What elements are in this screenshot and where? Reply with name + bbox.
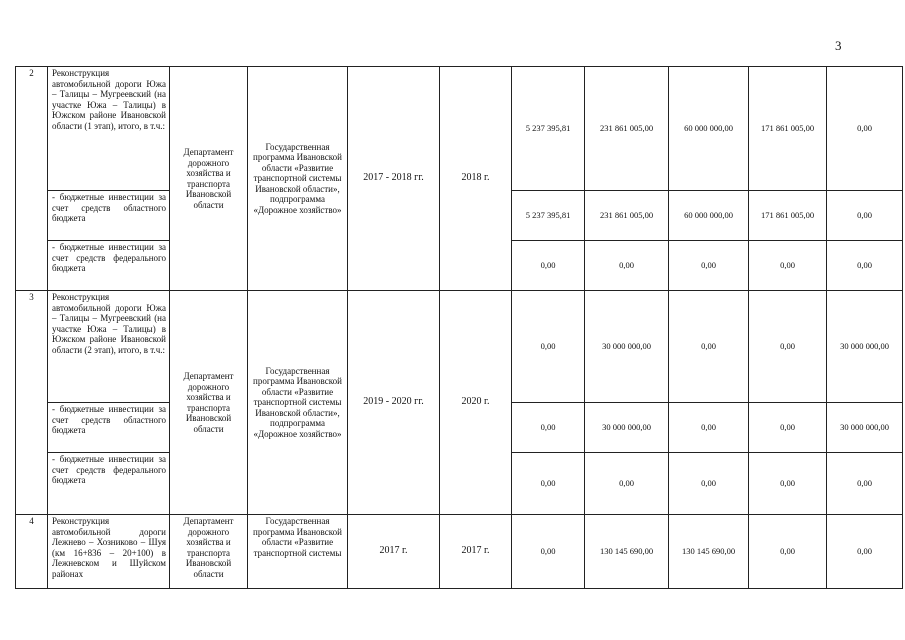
value-cell: 0,00 [512, 515, 585, 589]
value-cell: 60 000 000,00 [669, 191, 749, 241]
value-cell: 0,00 [669, 453, 749, 515]
period: 2017 г. [348, 515, 440, 589]
row-number: 2 [16, 67, 48, 291]
value-cell: 130 145 690,00 [585, 515, 669, 589]
value-cell: 0,00 [669, 291, 749, 403]
sub-item: - бюджетные инвестиции за счет средств федерального бюджета [48, 241, 170, 291]
value-cell: 0,00 [827, 515, 903, 589]
year: 2017 г. [440, 515, 512, 589]
value-cell: 0,00 [512, 453, 585, 515]
object-title: Реконструкция автомобильной дороги Южа – Талицы – Мугреевский (на участке Южа – Талицы) в Южском районе Ивановской области (2 этап), итого, в т.ч.: [48, 291, 170, 403]
program: Государственная программа Ивановской области «Развитие транспортной системы [248, 515, 348, 589]
value-cell: 30 000 000,00 [827, 403, 903, 453]
department: Департамент дорожного хозяйства и транспорта Ивановской области [170, 515, 248, 589]
period: 2017 - 2018 гг. [348, 67, 440, 291]
investment-table [15, 66, 903, 589]
sub-item: - бюджетные инвестиции за счет средств областного бюджета [48, 191, 170, 241]
value-cell: 30 000 000,00 [585, 403, 669, 453]
value-cell: 171 861 005,00 [749, 191, 827, 241]
value-cell: 0,00 [585, 241, 669, 291]
value-cell: 0,00 [749, 515, 827, 589]
value-cell: 231 861 005,00 [585, 67, 669, 191]
value-cell: 0,00 [827, 191, 903, 241]
row-number: 4 [16, 515, 48, 589]
table-row [16, 67, 903, 191]
value-cell: 231 861 005,00 [585, 191, 669, 241]
value-cell: 0,00 [827, 67, 903, 191]
value-cell: 0,00 [749, 241, 827, 291]
value-cell: 0,00 [749, 291, 827, 403]
sub-item: - бюджетные инвестиции за счет средств федерального бюджета [48, 453, 170, 515]
value-cell: 0,00 [512, 403, 585, 453]
value-cell: 0,00 [512, 241, 585, 291]
table-row [16, 291, 903, 403]
period: 2019 - 2020 гг. [348, 291, 440, 515]
value-cell: 0,00 [585, 453, 669, 515]
row-number: 3 [16, 291, 48, 515]
page-number: 3 [835, 38, 842, 53]
value-cell: 0,00 [749, 453, 827, 515]
value-cell: 0,00 [749, 403, 827, 453]
year: 2018 г. [440, 67, 512, 291]
year: 2020 г. [440, 291, 512, 515]
sub-item: - бюджетные инвестиции за счет средств областного бюджета [48, 403, 170, 453]
value-cell: 0,00 [512, 291, 585, 403]
value-cell: 5 237 395,81 [512, 67, 585, 191]
value-cell: 5 237 395,81 [512, 191, 585, 241]
value-cell: 0,00 [827, 241, 903, 291]
table-row [16, 515, 903, 589]
program: Государственная программа Ивановской области «Развитие транспортной системы Ивановской области», подпрограмма «Дорожное хозяйство» [248, 67, 348, 291]
value-cell: 0,00 [669, 403, 749, 453]
program: Государственная программа Ивановской области «Развитие транспортной системы Ивановской области», подпрограмма «Дорожное хозяйство» [248, 291, 348, 515]
value-cell: 171 861 005,00 [749, 67, 827, 191]
value-cell: 30 000 000,00 [827, 291, 903, 403]
value-cell: 0,00 [669, 241, 749, 291]
value-cell: 60 000 000,00 [669, 67, 749, 191]
department: Департамент дорожного хозяйства и транспорта Ивановской области [170, 291, 248, 515]
value-cell: 0,00 [827, 453, 903, 515]
value-cell: 130 145 690,00 [669, 515, 749, 589]
value-cell: 30 000 000,00 [585, 291, 669, 403]
object-title: Реконструкция автомобильной дороги Лежнево – Хозниково – Шуя (км 16+836 – 20+100) в Лежневском и Шуйском районах [48, 515, 170, 589]
department: Департамент дорожного хозяйства и транспорта Ивановской области [170, 67, 248, 291]
object-title: Реконструкция автомобильной дороги Южа – Талицы – Мугреевский (на участке Южа – Талицы) в Южском районе Ивановской области (1 этап), итого, в т.ч.: [48, 67, 170, 191]
